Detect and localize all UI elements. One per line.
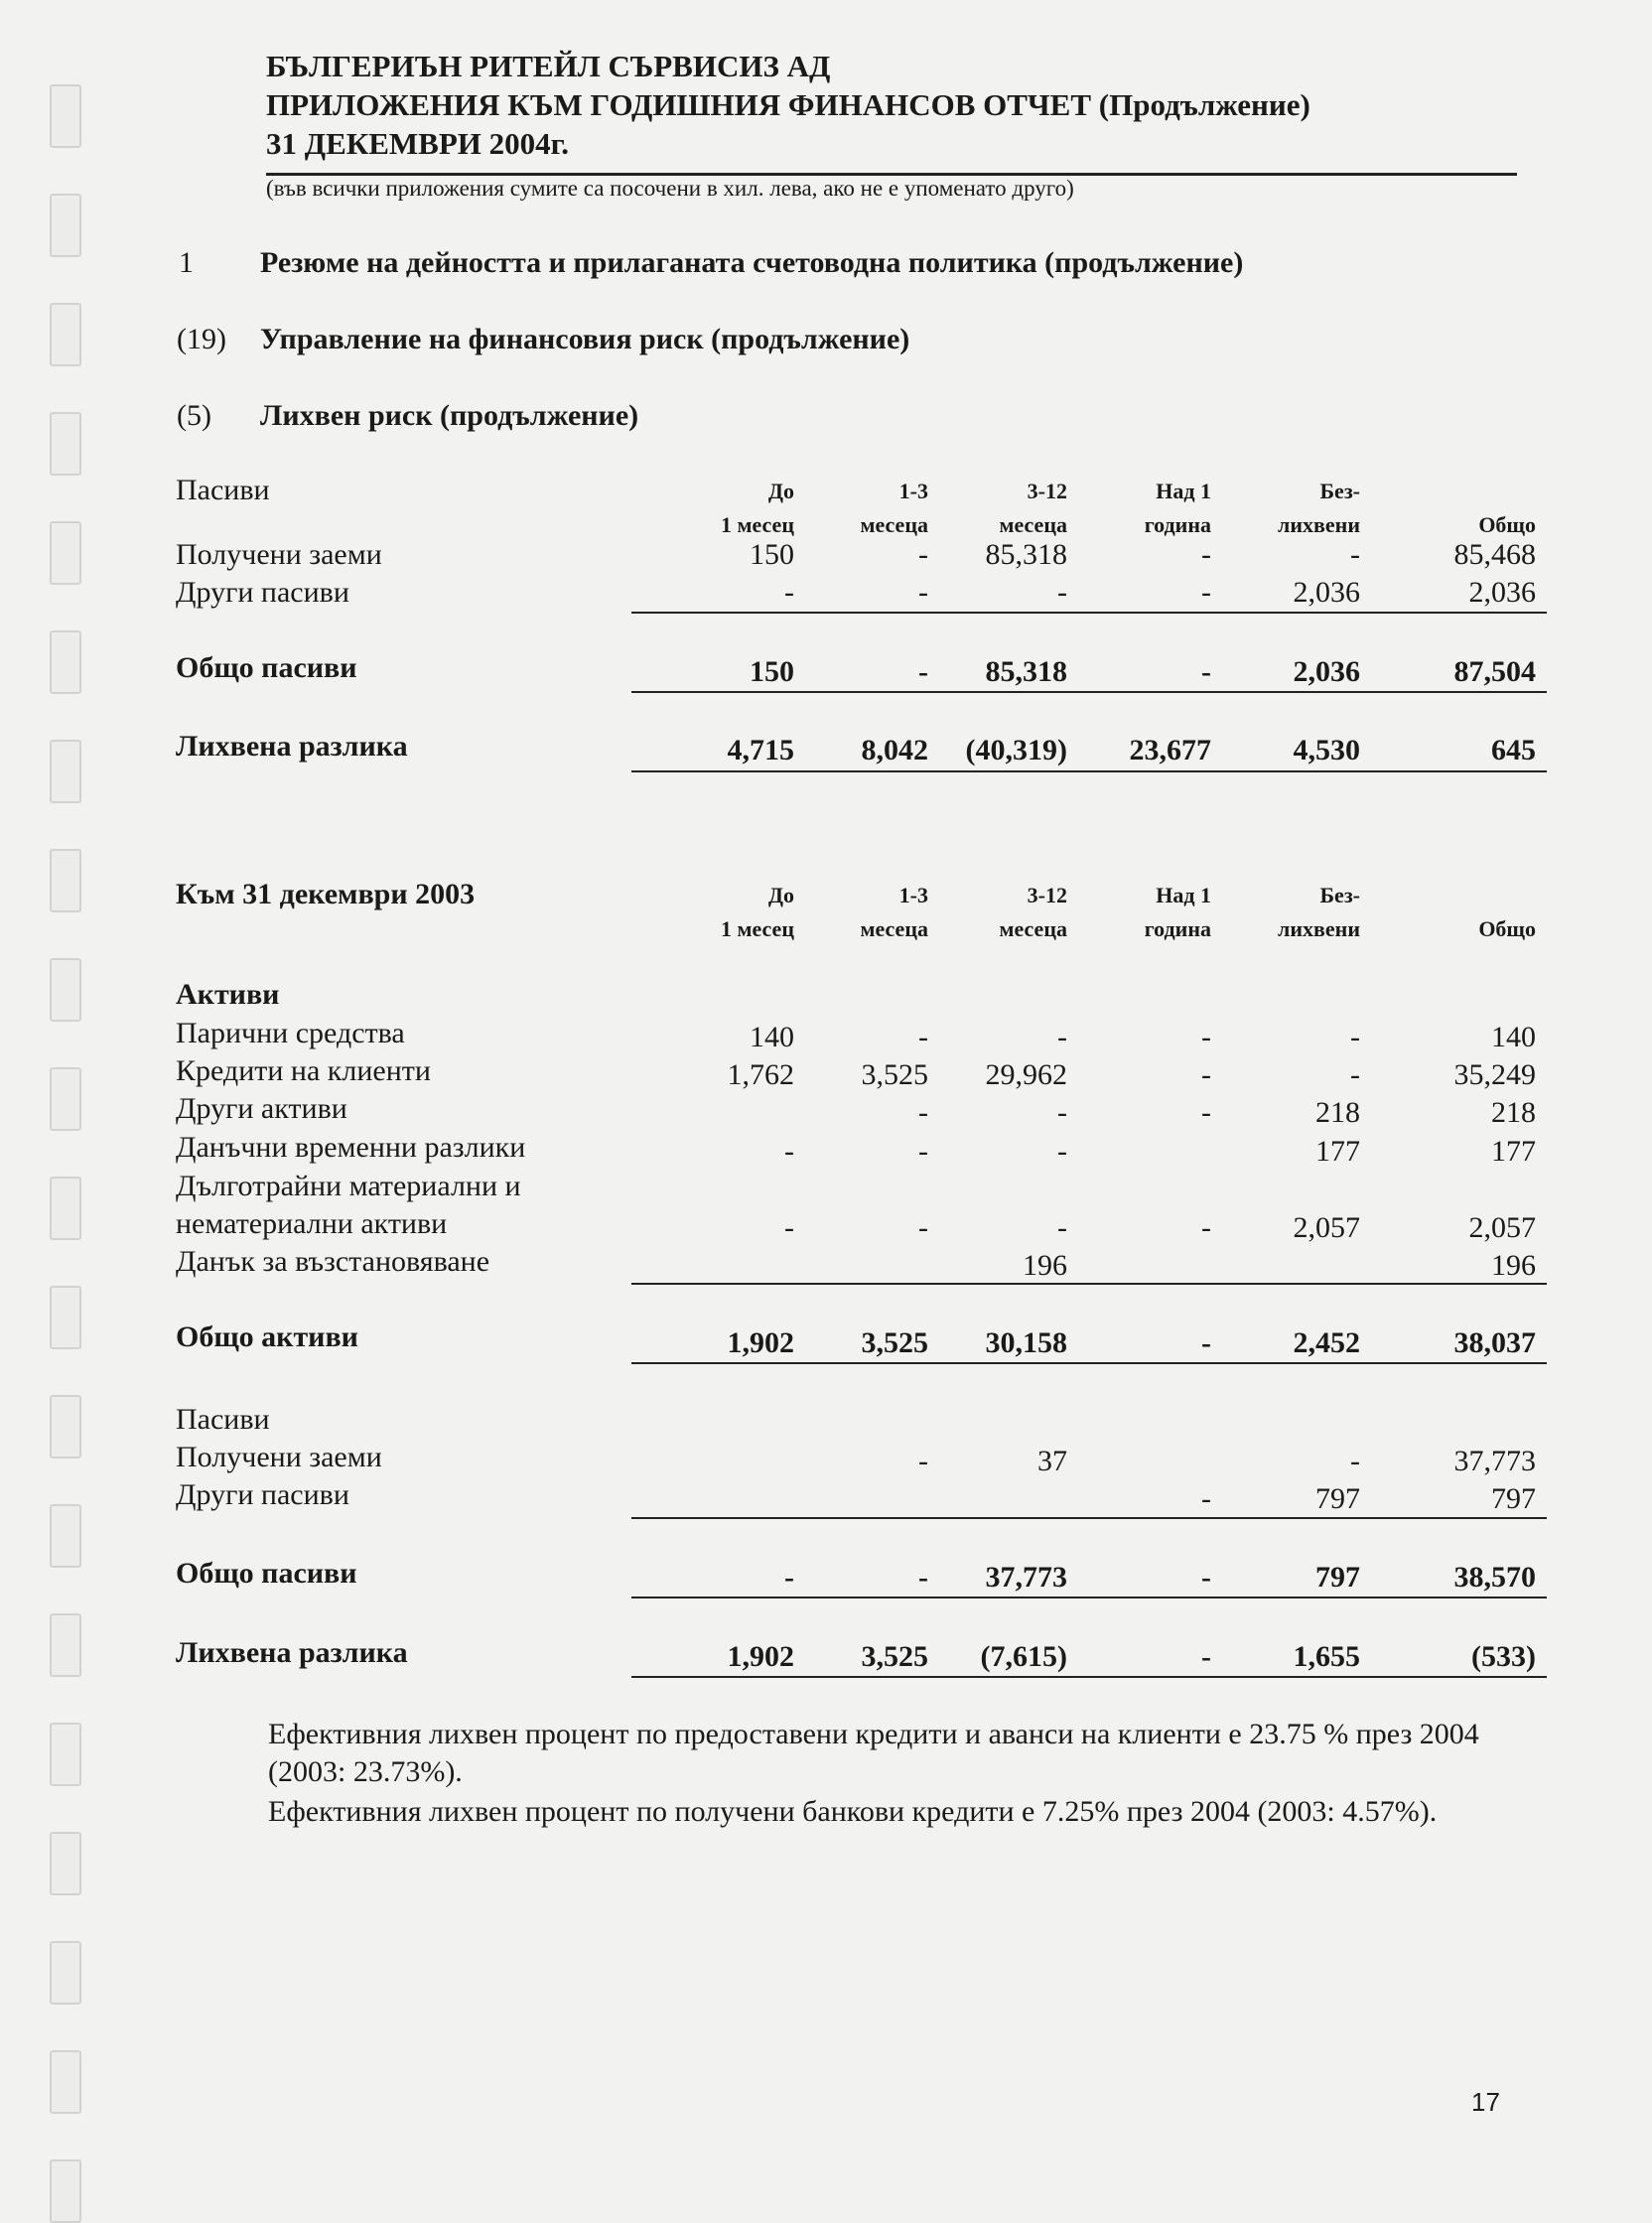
paragraph-bank-rate: Ефективния лихвен процент по получени банкови кредити е 7.25% през 2004 (2003: 4.57%).: [268, 1795, 1438, 1828]
row-value: -: [1201, 1058, 1211, 1091]
column-header-line1: 1-3: [898, 479, 928, 503]
row-value: 35,249: [1453, 1058, 1536, 1091]
row-label: Други активи: [176, 1092, 347, 1125]
row-value: 140: [1491, 1021, 1536, 1053]
row-label-cont: нематериални активи: [176, 1207, 448, 1240]
total-value: -: [918, 1561, 928, 1594]
gap-value: (533): [1471, 1640, 1536, 1673]
row-value: 797: [1315, 1482, 1360, 1515]
gap-value: 8,042: [861, 734, 928, 766]
row-value: 29,962: [985, 1058, 1067, 1091]
column-header-line2: месеца: [860, 916, 928, 941]
row-value: -: [1201, 1096, 1211, 1129]
binding-hole: [50, 84, 81, 148]
row-value: -: [784, 1211, 794, 1244]
row-value: -: [918, 1096, 928, 1129]
row-value: 2,036: [1293, 576, 1360, 609]
binding-hole: [50, 630, 81, 694]
total-value: 1,902: [727, 1326, 794, 1359]
row-value: 218: [1491, 1096, 1536, 1129]
row-value: -: [918, 576, 928, 609]
column-header-line1: 3-12: [1027, 479, 1067, 503]
row-label: Получени заеми: [176, 1441, 382, 1473]
binding-hole: [50, 1177, 81, 1240]
section-number: 1: [179, 246, 194, 279]
currency-note: (във всички приложения сумите са посочени в хил. лева, ако не е упоменато друго): [266, 176, 1074, 201]
binding-hole: [50, 1286, 81, 1349]
total-value: -: [784, 1561, 794, 1594]
total-value: -: [1201, 1561, 1211, 1594]
column-header-line1: До: [767, 883, 794, 907]
column-header-line2: месеца: [999, 512, 1067, 537]
row-value: -: [1201, 576, 1211, 609]
row-value: -: [1057, 576, 1067, 609]
row-label: Данъчни временни разлики: [176, 1131, 526, 1164]
row-label: Кредити на клиенти: [176, 1054, 431, 1087]
total-value: 37,773: [985, 1561, 1067, 1594]
row-value: -: [784, 576, 794, 609]
column-header-line2: година: [1144, 916, 1211, 941]
total-value: -: [1201, 655, 1211, 688]
table1-gap-rule: [631, 770, 1547, 772]
subsection-number: (19): [177, 323, 226, 355]
gap-value: 4,530: [1293, 734, 1360, 766]
subsubsection-number: (5): [177, 399, 211, 432]
table1-gap-label: Лихвена разлика: [176, 730, 408, 763]
row-value: -: [1057, 1021, 1067, 1053]
binding-hole: [50, 849, 81, 912]
total-value: 38,037: [1453, 1326, 1536, 1359]
row-value: 2,057: [1468, 1211, 1536, 1244]
row-value: 218: [1315, 1096, 1360, 1129]
liabilities-heading: Пасиви: [176, 1403, 270, 1436]
column-header-line2: 1 месец: [721, 512, 794, 537]
row-value: 196: [1023, 1249, 1067, 1282]
binding-hole: [50, 1832, 81, 1895]
total-value: 2,452: [1293, 1326, 1360, 1359]
column-header-line2: месеца: [999, 916, 1067, 941]
binding-holes: [50, 0, 89, 2217]
binding-hole: [50, 1067, 81, 1131]
binding-hole: [50, 1723, 81, 1786]
binding-hole: [50, 2050, 81, 2114]
report-title: ПРИЛОЖЕНИЯ КЪМ ГОДИШНИЯ ФИНАНСОВ ОТЧЕТ (Продължение): [266, 87, 1310, 122]
table1-total-rule: [631, 691, 1547, 693]
total-value: 150: [750, 655, 794, 688]
gap-value: 1,902: [727, 1640, 794, 1673]
total-liabilities-label: Общо пасиви: [176, 1557, 357, 1590]
gap-label: Лихвена разлика: [176, 1636, 408, 1669]
assets-heading: Активи: [176, 978, 280, 1011]
gap-value: 4,715: [727, 734, 794, 766]
binding-hole: [50, 740, 81, 803]
row-value: 3,525: [861, 1058, 928, 1091]
row-value: -: [1201, 1482, 1211, 1515]
column-header-line1: 1-3: [898, 883, 928, 907]
column-header-line2: Общо: [1478, 916, 1536, 941]
row-value: -: [918, 1135, 928, 1168]
column-header-line1: Без-: [1319, 479, 1360, 503]
row-value: 177: [1491, 1135, 1536, 1168]
table2-total-assets-rule: [631, 1362, 1547, 1364]
binding-hole: [50, 2159, 81, 2223]
gap-value: 23,677: [1129, 734, 1211, 766]
binding-hole: [50, 194, 81, 257]
binding-hole: [50, 1941, 81, 2005]
gap-value: 645: [1491, 734, 1536, 766]
row-value: 85,318: [985, 538, 1067, 571]
row-label: Данък за възстановяване: [176, 1245, 490, 1278]
row-value: -: [1350, 1445, 1360, 1477]
row-value: -: [918, 1021, 928, 1053]
page-number: 17: [1471, 2087, 1500, 2117]
row-label: Дълготрайни материални и: [176, 1170, 521, 1202]
total-value: 3,525: [861, 1326, 928, 1359]
row-value: 37,773: [1453, 1445, 1536, 1477]
row-value: 196: [1491, 1249, 1536, 1282]
table1-subtotal-rule: [631, 612, 1547, 614]
row-value: 177: [1315, 1135, 1360, 1168]
row-label: Парични средства: [176, 1017, 405, 1049]
total-value: 30,158: [985, 1326, 1067, 1359]
table2-title: Към 31 декември 2003: [176, 878, 476, 910]
total-value: 85,318: [985, 655, 1067, 688]
row-value: 2,057: [1293, 1211, 1360, 1244]
row-value: -: [1057, 1211, 1067, 1244]
row-value: 1,762: [727, 1058, 794, 1091]
row-value: 150: [750, 538, 794, 571]
row-value: -: [1350, 1058, 1360, 1091]
binding-hole: [50, 412, 81, 476]
row-value: -: [1201, 1021, 1211, 1053]
section-title: Резюме на дейността и прилаганата счетоводна политика (продължение): [260, 246, 1244, 279]
row-value: 797: [1491, 1482, 1536, 1515]
total-value: -: [1201, 1326, 1211, 1359]
total-value: 87,504: [1453, 655, 1536, 688]
table2-liabilities-rule: [631, 1517, 1547, 1519]
column-header-line1: Над 1: [1156, 479, 1211, 503]
company-name: БЪЛГЕРИЪН РИТЕЙЛ СЪРВИСИЗ АД: [266, 49, 831, 83]
row-value: -: [1201, 538, 1211, 571]
binding-hole: [50, 303, 81, 366]
total-value: 797: [1315, 1561, 1360, 1594]
binding-hole: [50, 1504, 81, 1568]
row-label: Други пасиви: [176, 1478, 349, 1511]
column-header-line2: лихвени: [1277, 916, 1360, 941]
table2-gap-rule: [631, 1676, 1547, 1678]
gap-value: (7,615): [980, 1640, 1067, 1673]
row-value: -: [1057, 1096, 1067, 1129]
gap-value: 1,655: [1293, 1640, 1360, 1673]
column-header-line1: 3-12: [1027, 883, 1067, 907]
row-value: -: [918, 1211, 928, 1244]
column-header-line2: 1 месец: [721, 916, 794, 941]
gap-value: 3,525: [861, 1640, 928, 1673]
row-value: -: [1057, 1135, 1067, 1168]
column-header-line1: Над 1: [1156, 883, 1211, 907]
row-value: -: [1350, 538, 1360, 571]
gap-value: (40,319): [965, 734, 1067, 766]
total-value: 38,570: [1453, 1561, 1536, 1594]
binding-hole: [50, 958, 81, 1022]
row-label: Получени заеми: [176, 538, 382, 571]
total-assets-label: Общо активи: [176, 1320, 358, 1353]
row-value: -: [1350, 1021, 1360, 1053]
total-value: -: [918, 655, 928, 688]
column-header-line2: месеца: [860, 512, 928, 537]
binding-hole: [50, 1613, 81, 1677]
row-value: -: [918, 538, 928, 571]
table2-total-liabilities-rule: [631, 1597, 1547, 1598]
total-value: 2,036: [1293, 655, 1360, 688]
row-value: 37: [1037, 1445, 1067, 1477]
gap-value: -: [1201, 1640, 1211, 1673]
row-value: 140: [750, 1021, 794, 1053]
row-label: Други пасиви: [176, 576, 349, 609]
row-value: 2,036: [1468, 576, 1536, 609]
column-header-line1: До: [767, 479, 794, 503]
row-value: -: [918, 1445, 928, 1477]
binding-hole: [50, 1395, 81, 1459]
column-header-line2: година: [1144, 512, 1211, 537]
table1-title: Пасиви: [176, 474, 270, 506]
paragraph-loans-rate: Ефективния лихвен процент по предоставени кредити и аванси на клиенти е 23.75 % през 2004 (2003: 23.73%).: [268, 1718, 1479, 1788]
row-value: -: [1201, 1211, 1211, 1244]
subsection-title: Управление на финансовия риск (продължение): [260, 323, 910, 355]
row-value: 85,468: [1453, 538, 1536, 571]
table2-assets-rule: [631, 1283, 1547, 1285]
column-header-line2: Общо: [1478, 512, 1536, 537]
column-header-line2: лихвени: [1277, 512, 1360, 537]
column-header-line1: Без-: [1319, 883, 1360, 907]
table1-total-liabilities-label: Общо пасиви: [176, 651, 357, 684]
report-date: 31 ДЕКЕМВРИ 2004г.: [266, 126, 569, 161]
row-value: -: [784, 1135, 794, 1168]
binding-hole: [50, 521, 81, 585]
subsubsection-title: Лихвен риск (продължение): [260, 399, 639, 432]
